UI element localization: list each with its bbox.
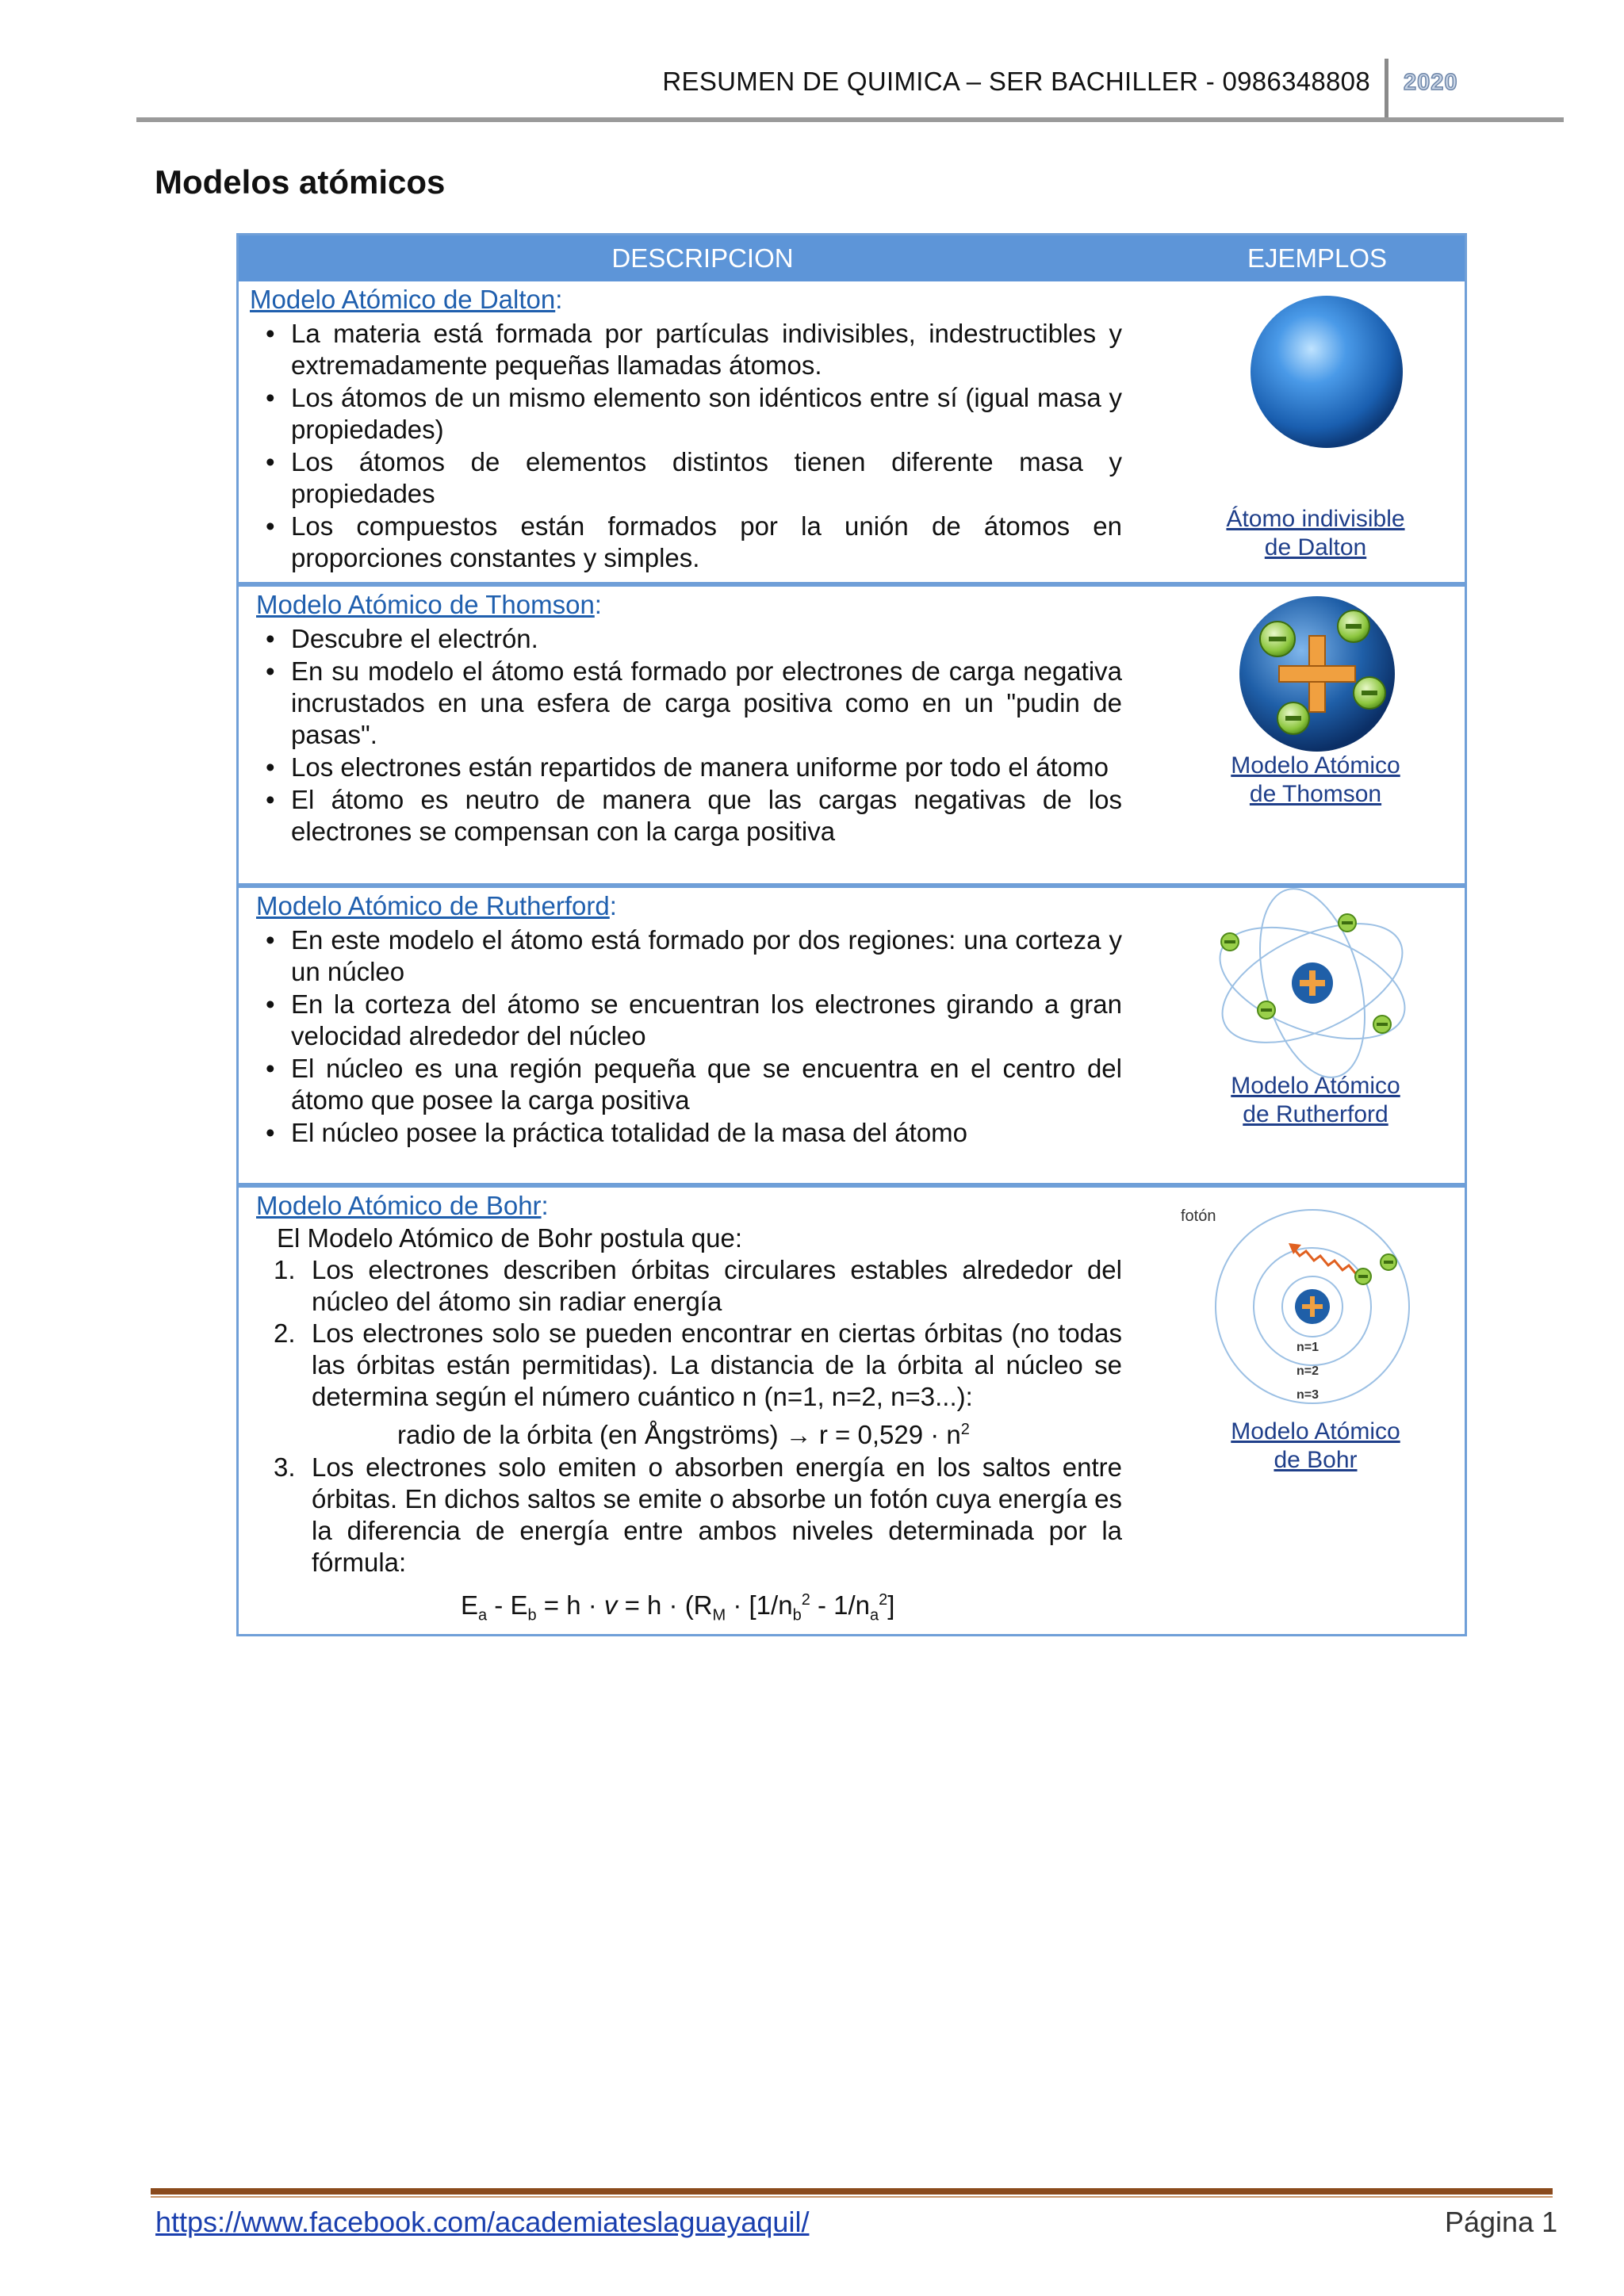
list-item: • En la corteza del átomo se encuentran los electrones girando a gran velocidad alrededor del núcleo	[275, 989, 1122, 1052]
list-item: • El núcleo es una región pequeña que se encuentra en el centro del átomo que posee la carga positiva	[275, 1053, 1122, 1116]
model-title-thomson	[250, 590, 1122, 620]
model-title-link[interactable]: Modelo Atómico de Rutherford	[256, 891, 610, 920]
header-divider	[1385, 59, 1388, 122]
radius-formula	[312, 1413, 1122, 1452]
thomson-plum-pudding-icon	[1166, 595, 1465, 769]
radius-formula-text: radio de la órbita (en Ångströms) → r = 0,529 · n	[397, 1420, 961, 1449]
model-title-dalton	[250, 285, 1122, 315]
formula-sub: M	[712, 1606, 726, 1624]
list-item-text: Los electrones solo emiten o absorben energía en los saltos entre órbitas. En dichos saltos se emite o absorbe un fotón cuya energía es la diferencia de energía entre ambos niveles determinada por la fórmula:	[312, 1452, 1122, 1577]
list-item	[274, 1254, 1122, 1318]
list-item: • En su modelo el átomo está formado por electrones de carga negativa incrustados en una esfera de carga positiva como en un "pudin de pasas".	[275, 656, 1122, 751]
page-number: Página 1	[1445, 2206, 1558, 2238]
document-header-title: RESUMEN DE QUIMICA – SER BACHILLER - 0986348808	[662, 67, 1370, 96]
model-title-bohr	[250, 1191, 1122, 1221]
list-item-text: Los electrones describen órbitas circulares estables alrededor del núcleo del átomo sin radiar energía	[312, 1255, 1122, 1316]
footer-facebook-link[interactable]: https://www.facebook.com/academiateslaguayaquil/	[155, 2206, 810, 2238]
bullet-list	[250, 318, 1122, 574]
photon-label: fotón	[1181, 1207, 1216, 1225]
model-title-link[interactable]: Modelo Atómico de Bohr	[256, 1191, 542, 1220]
table-row-rutherford	[239, 886, 1465, 1185]
model-title-rutherford	[250, 891, 1122, 921]
model-title-link[interactable]: Modelo Atómico de Thomson	[256, 590, 595, 619]
table-header-row	[239, 235, 1465, 281]
list-item: • Los electrones están repartidos de manera uniforme por todo el átomo	[275, 752, 1122, 783]
orbit-label-n1: n=1	[1297, 1341, 1320, 1354]
formula-part: = h · (R	[617, 1590, 713, 1620]
formula-part: - 1/n	[810, 1590, 871, 1620]
column-header-description: DESCRIPCION	[611, 243, 794, 273]
bullet-list	[250, 623, 1122, 848]
title-colon: :	[541, 1191, 549, 1220]
caption-line-1[interactable]: Modelo Atómico	[1231, 1073, 1400, 1099]
atomic-models-table	[236, 233, 1467, 1636]
rutherford-orbit-icon	[1166, 888, 1465, 1086]
table-row-bohr	[239, 1185, 1465, 1634]
title-colon: :	[555, 285, 563, 314]
list-item: • Descubre el electrón.	[275, 623, 1122, 655]
list-number: 2.	[274, 1318, 296, 1348]
description-cell	[250, 888, 1122, 1150]
title-colon: :	[609, 891, 617, 920]
orbit-label-n2: n=2	[1297, 1364, 1320, 1378]
list-number: 1.	[274, 1255, 296, 1284]
formula-sup: 2	[801, 1591, 810, 1609]
list-item: • La materia está formada por partículas indivisibles, indestructibles y extremadamente pequeñas llamadas átomos.	[275, 318, 1122, 381]
list-item	[274, 1318, 1122, 1452]
example-cell	[1166, 888, 1465, 1183]
formula-part: ]	[887, 1590, 895, 1620]
list-item-text: Los electrones solo se pueden encontrar en ciertas órbitas (no todas las órbitas están permitidas). La distancia de la órbita al núcleo se determina según el número cuántico n (n=1, n=2, n=3...):	[312, 1318, 1122, 1411]
formula-part: = h ·	[536, 1590, 604, 1620]
caption-line-2[interactable]: de Bohr	[1274, 1447, 1358, 1473]
description-cell	[250, 587, 1122, 848]
footer-rule	[151, 2188, 1553, 2195]
model-title-link[interactable]: Modelo Atómico de Dalton	[250, 285, 556, 314]
description-cell	[250, 281, 1122, 575]
example-cell	[1166, 1188, 1465, 1634]
formula-part: v	[603, 1590, 618, 1620]
formula-sub: b	[527, 1606, 537, 1624]
table-row-thomson	[239, 584, 1465, 886]
formula-part: E	[461, 1590, 479, 1620]
title-colon: :	[594, 590, 602, 619]
example-cell	[1166, 281, 1465, 582]
bullet-list	[250, 924, 1122, 1149]
list-item: • Los átomos de un mismo elemento son idénticos entre sí (igual masa y propiedades)	[275, 382, 1122, 446]
caption-line-2[interactable]: de Rutherford	[1243, 1101, 1388, 1127]
numbered-list	[250, 1254, 1122, 1632]
bohr-orbit-icon	[1166, 1188, 1465, 1418]
list-item: • En este modelo el átomo está formado por dos regiones: una corteza y un núcleo	[275, 924, 1122, 988]
list-item: • El núcleo posee la práctica totalidad de la masa del átomo	[275, 1117, 1122, 1149]
example-cell	[1166, 587, 1465, 883]
table-row-dalton	[239, 281, 1465, 584]
list-number: 3.	[274, 1452, 296, 1482]
list-item	[274, 1452, 1122, 1632]
formula-part: - E	[487, 1590, 528, 1620]
list-item: • El átomo es neutro de manera que las cargas negativas de los electrones se compensan con la carga positiva	[275, 784, 1122, 848]
formula-sub: a	[478, 1606, 488, 1624]
description-cell	[250, 1188, 1122, 1632]
footer-rule-thin	[151, 2196, 1553, 2198]
caption-line-2[interactable]: de Thomson	[1249, 781, 1382, 807]
caption-line-1[interactable]: Modelo Atómico	[1231, 752, 1400, 779]
bohr-intro: El Modelo Atómico de Bohr postula que:	[277, 1223, 743, 1253]
list-item: • Los compuestos están formados por la unión de átomos en proporciones constantes y simples.	[275, 511, 1122, 574]
header-rule	[136, 117, 1564, 122]
energy-formula	[312, 1583, 1122, 1632]
header-year: 2020	[1404, 70, 1458, 95]
formula-sub: a	[870, 1606, 879, 1624]
radius-exponent: 2	[960, 1421, 970, 1438]
formula-sup: 2	[879, 1591, 888, 1609]
formula-sub: b	[792, 1606, 802, 1624]
caption-line-1[interactable]: Átomo indivisible	[1226, 506, 1405, 532]
dalton-sphere-icon	[1166, 281, 1465, 480]
orbit-label-n3: n=3	[1297, 1388, 1320, 1402]
list-item: • Los átomos de elementos distintos tienen diferente masa y propiedades	[275, 446, 1122, 510]
formula-part: · [1/n	[726, 1590, 793, 1620]
caption-line-1[interactable]: Modelo Atómico	[1231, 1418, 1400, 1445]
caption-line-2[interactable]: de Dalton	[1264, 534, 1367, 561]
column-header-examples: EJEMPLOS	[1247, 243, 1388, 273]
page-title: Modelos atómicos	[155, 163, 446, 201]
